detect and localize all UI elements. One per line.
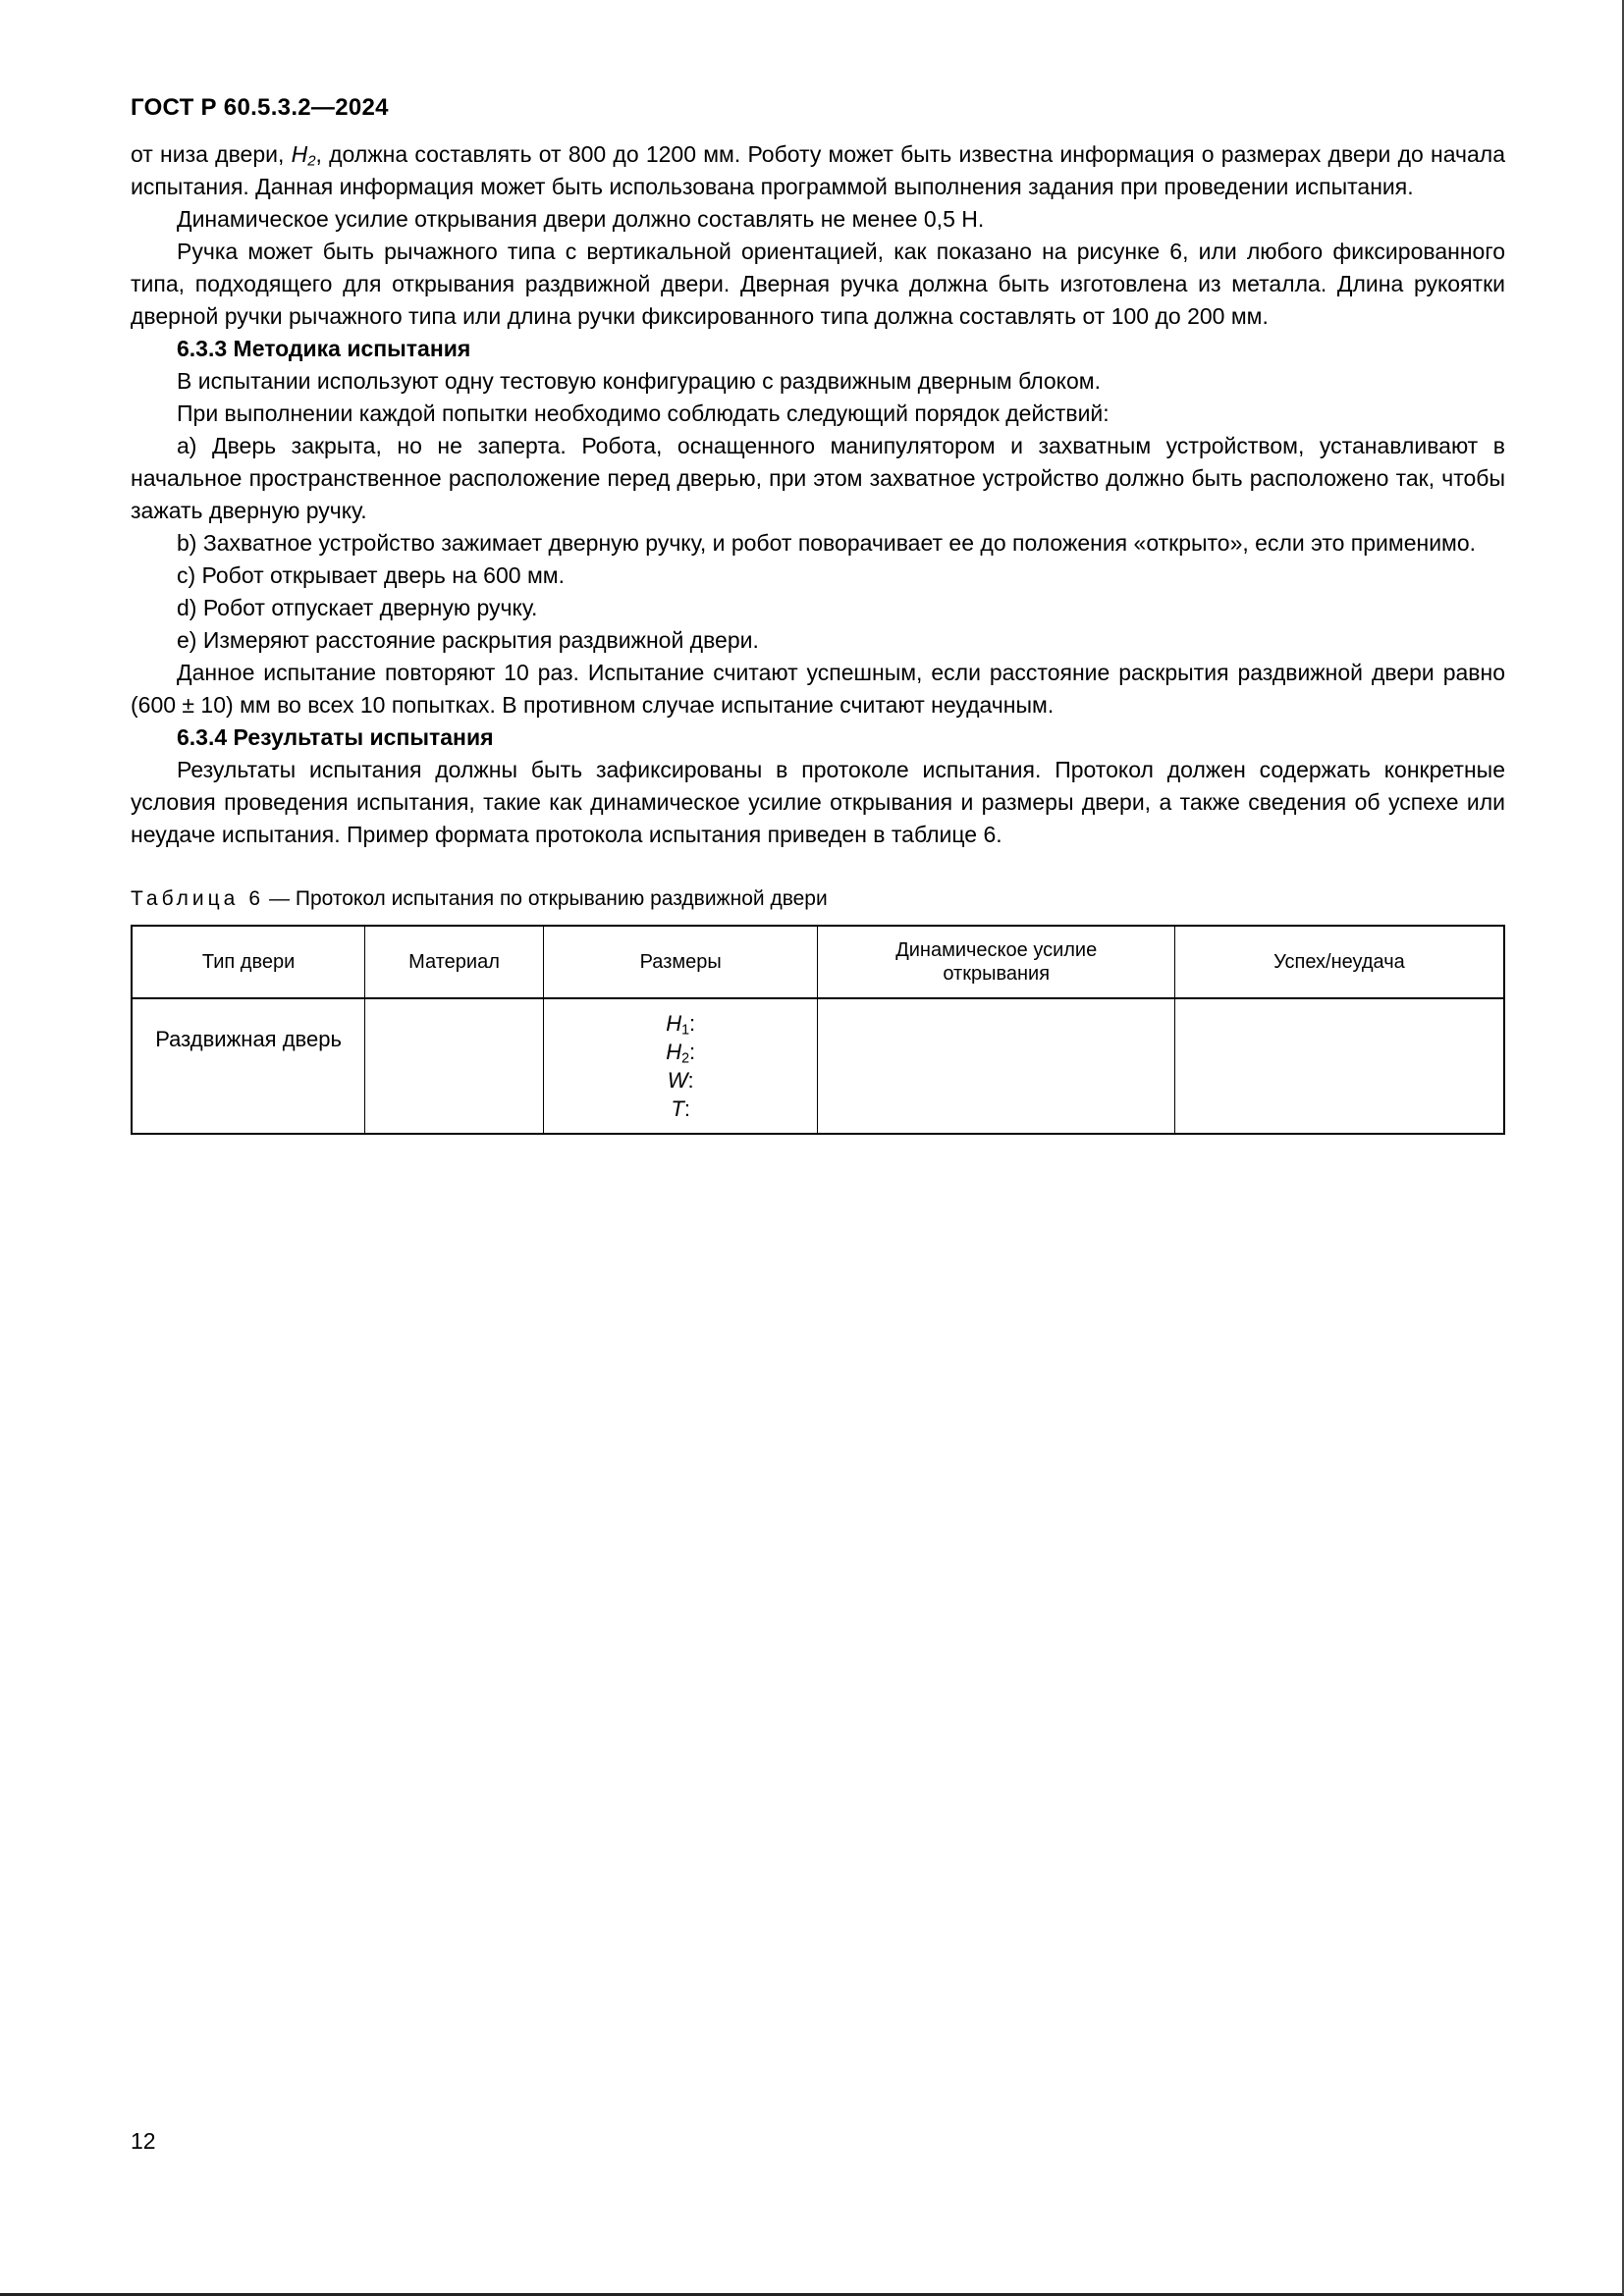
- size-line-w: [552, 1066, 810, 1095]
- size-colon: :: [683, 1096, 690, 1121]
- page-number: 12: [131, 2128, 156, 2154]
- paragraph-handle: Ручка может быть рычажного типа с вертикальной ориентацией, как показано на рисунке 6, или любого фиксированного типа, подходящего для открывания раздвижной двери. Дверная ручка должна быть изготовлена из металла. Длина рукоятки дверной ручки рычажного типа или длина ручки фиксированного типа должна составлять от 100 до 200 мм.: [131, 239, 1505, 329]
- column-header-door-type: [132, 926, 365, 998]
- size-symbol: H: [666, 1011, 682, 1036]
- variable-h2: [291, 141, 316, 170]
- paragraph-results: Результаты испытания должны быть зафиксированы в протоколе испытания. Протокол должен содержать конкретные условия проведения испытания, такие как динамическое усилие открывания и размеры двери, а также сведения об успехе или неудаче испытания. Пример формата протокола испытания приведен в таблице 6.: [131, 757, 1505, 847]
- size-line-t: [552, 1095, 810, 1123]
- paragraph-order: При выполнении каждой попытки необходимо соблюдать следующий порядок действий:: [177, 400, 1110, 426]
- paragraph-repeat: Данное испытание повторяют 10 раз. Испытание считают успешным, если расстояние раскрытия раздвижной двери равно (600 ± 10) мм во всех 10 попытках. В противном случае испытание считают неудачным.: [131, 660, 1505, 718]
- column-header-success: [1174, 926, 1504, 998]
- cell-door-type: Раздвижная дверь: [132, 998, 365, 1134]
- size-line-h2: [552, 1038, 810, 1066]
- table-caption-text: — Протокол испытания по открыванию раздвижной двери: [269, 887, 828, 910]
- variable-subscript: 2: [307, 152, 316, 170]
- size-subscript: 2: [681, 1050, 690, 1067]
- table-header-row: [132, 926, 1504, 998]
- text-run: , должна составлять от 800 до 1200 мм. Роботу может быть известна информация о размерах двери до начала испытания. Данная информация может быть использована программой выполнения задания при проведении испытания.: [131, 141, 1505, 199]
- cell-material: [365, 998, 544, 1134]
- size-symbol: T: [671, 1096, 684, 1121]
- standard-code-header: ГОСТ Р 60.5.3.2—2024: [131, 94, 389, 121]
- column-header-material: [365, 926, 544, 998]
- variable-symbol: H: [291, 141, 308, 167]
- size-subscript: 1: [681, 1022, 690, 1039]
- size-colon: :: [689, 1011, 696, 1036]
- table-row: [132, 998, 1504, 1134]
- column-header-label: Успех/неудача: [1273, 951, 1405, 973]
- paragraph-configuration: В испытании используют одну тестовую конфигурацию с раздвижным дверным блоком.: [177, 368, 1102, 394]
- size-colon: :: [687, 1068, 694, 1093]
- document-content: [131, 138, 1505, 1135]
- column-header-label: Материал: [408, 951, 500, 973]
- table-caption-label: Таблица: [131, 887, 240, 910]
- heading-6-3-4: 6.3.4 Результаты испытания: [177, 724, 494, 750]
- heading-6-3-3: 6.3.3 Методика испытания: [177, 336, 471, 361]
- table-caption: [131, 886, 1505, 912]
- cell-sizes: [543, 998, 818, 1134]
- table-caption-number: 6: [248, 887, 261, 910]
- size-line-h1: [552, 1009, 810, 1038]
- size-symbol: W: [667, 1068, 688, 1093]
- list-item-d: d) Робот отпускает дверную ручку.: [177, 595, 538, 620]
- column-header-label: Динамическое усилие открывания: [895, 939, 1098, 985]
- text-run: от низа двери,: [131, 141, 292, 167]
- size-colon: :: [689, 1040, 696, 1064]
- column-header-label: Тип двери: [201, 951, 296, 973]
- list-item-b: b) Захватное устройство зажимает дверную ручку, и робот поворачивает ее до положения «открыто», если это применимо.: [177, 530, 1477, 556]
- list-item-c: c) Робот открывает дверь на 600 мм.: [177, 562, 565, 588]
- paragraph-intro: [131, 138, 1505, 203]
- size-symbol: H: [666, 1040, 682, 1064]
- cell-dynamic-force: [818, 998, 1174, 1134]
- column-header-dynamic-force: [818, 926, 1174, 998]
- list-item-a: a) Дверь закрыта, но не заперта. Робота, оснащенного манипулятором и захватным устройством, устанавливают в начальное пространственное расположение перед дверью, при этом захватное устройство должно быть расположено так, чтобы зажать дверную ручку.: [131, 433, 1505, 523]
- list-item-e: e) Измеряют расстояние раскрытия раздвижной двери.: [177, 627, 759, 653]
- column-header-label: Размеры: [639, 951, 722, 973]
- protocol-table: [131, 925, 1505, 1135]
- cell-success: [1174, 998, 1504, 1134]
- paragraph-dynamic-force: Динамическое усилие открывания двери должно составлять не менее 0,5 Н.: [177, 206, 985, 232]
- column-header-sizes: [543, 926, 818, 998]
